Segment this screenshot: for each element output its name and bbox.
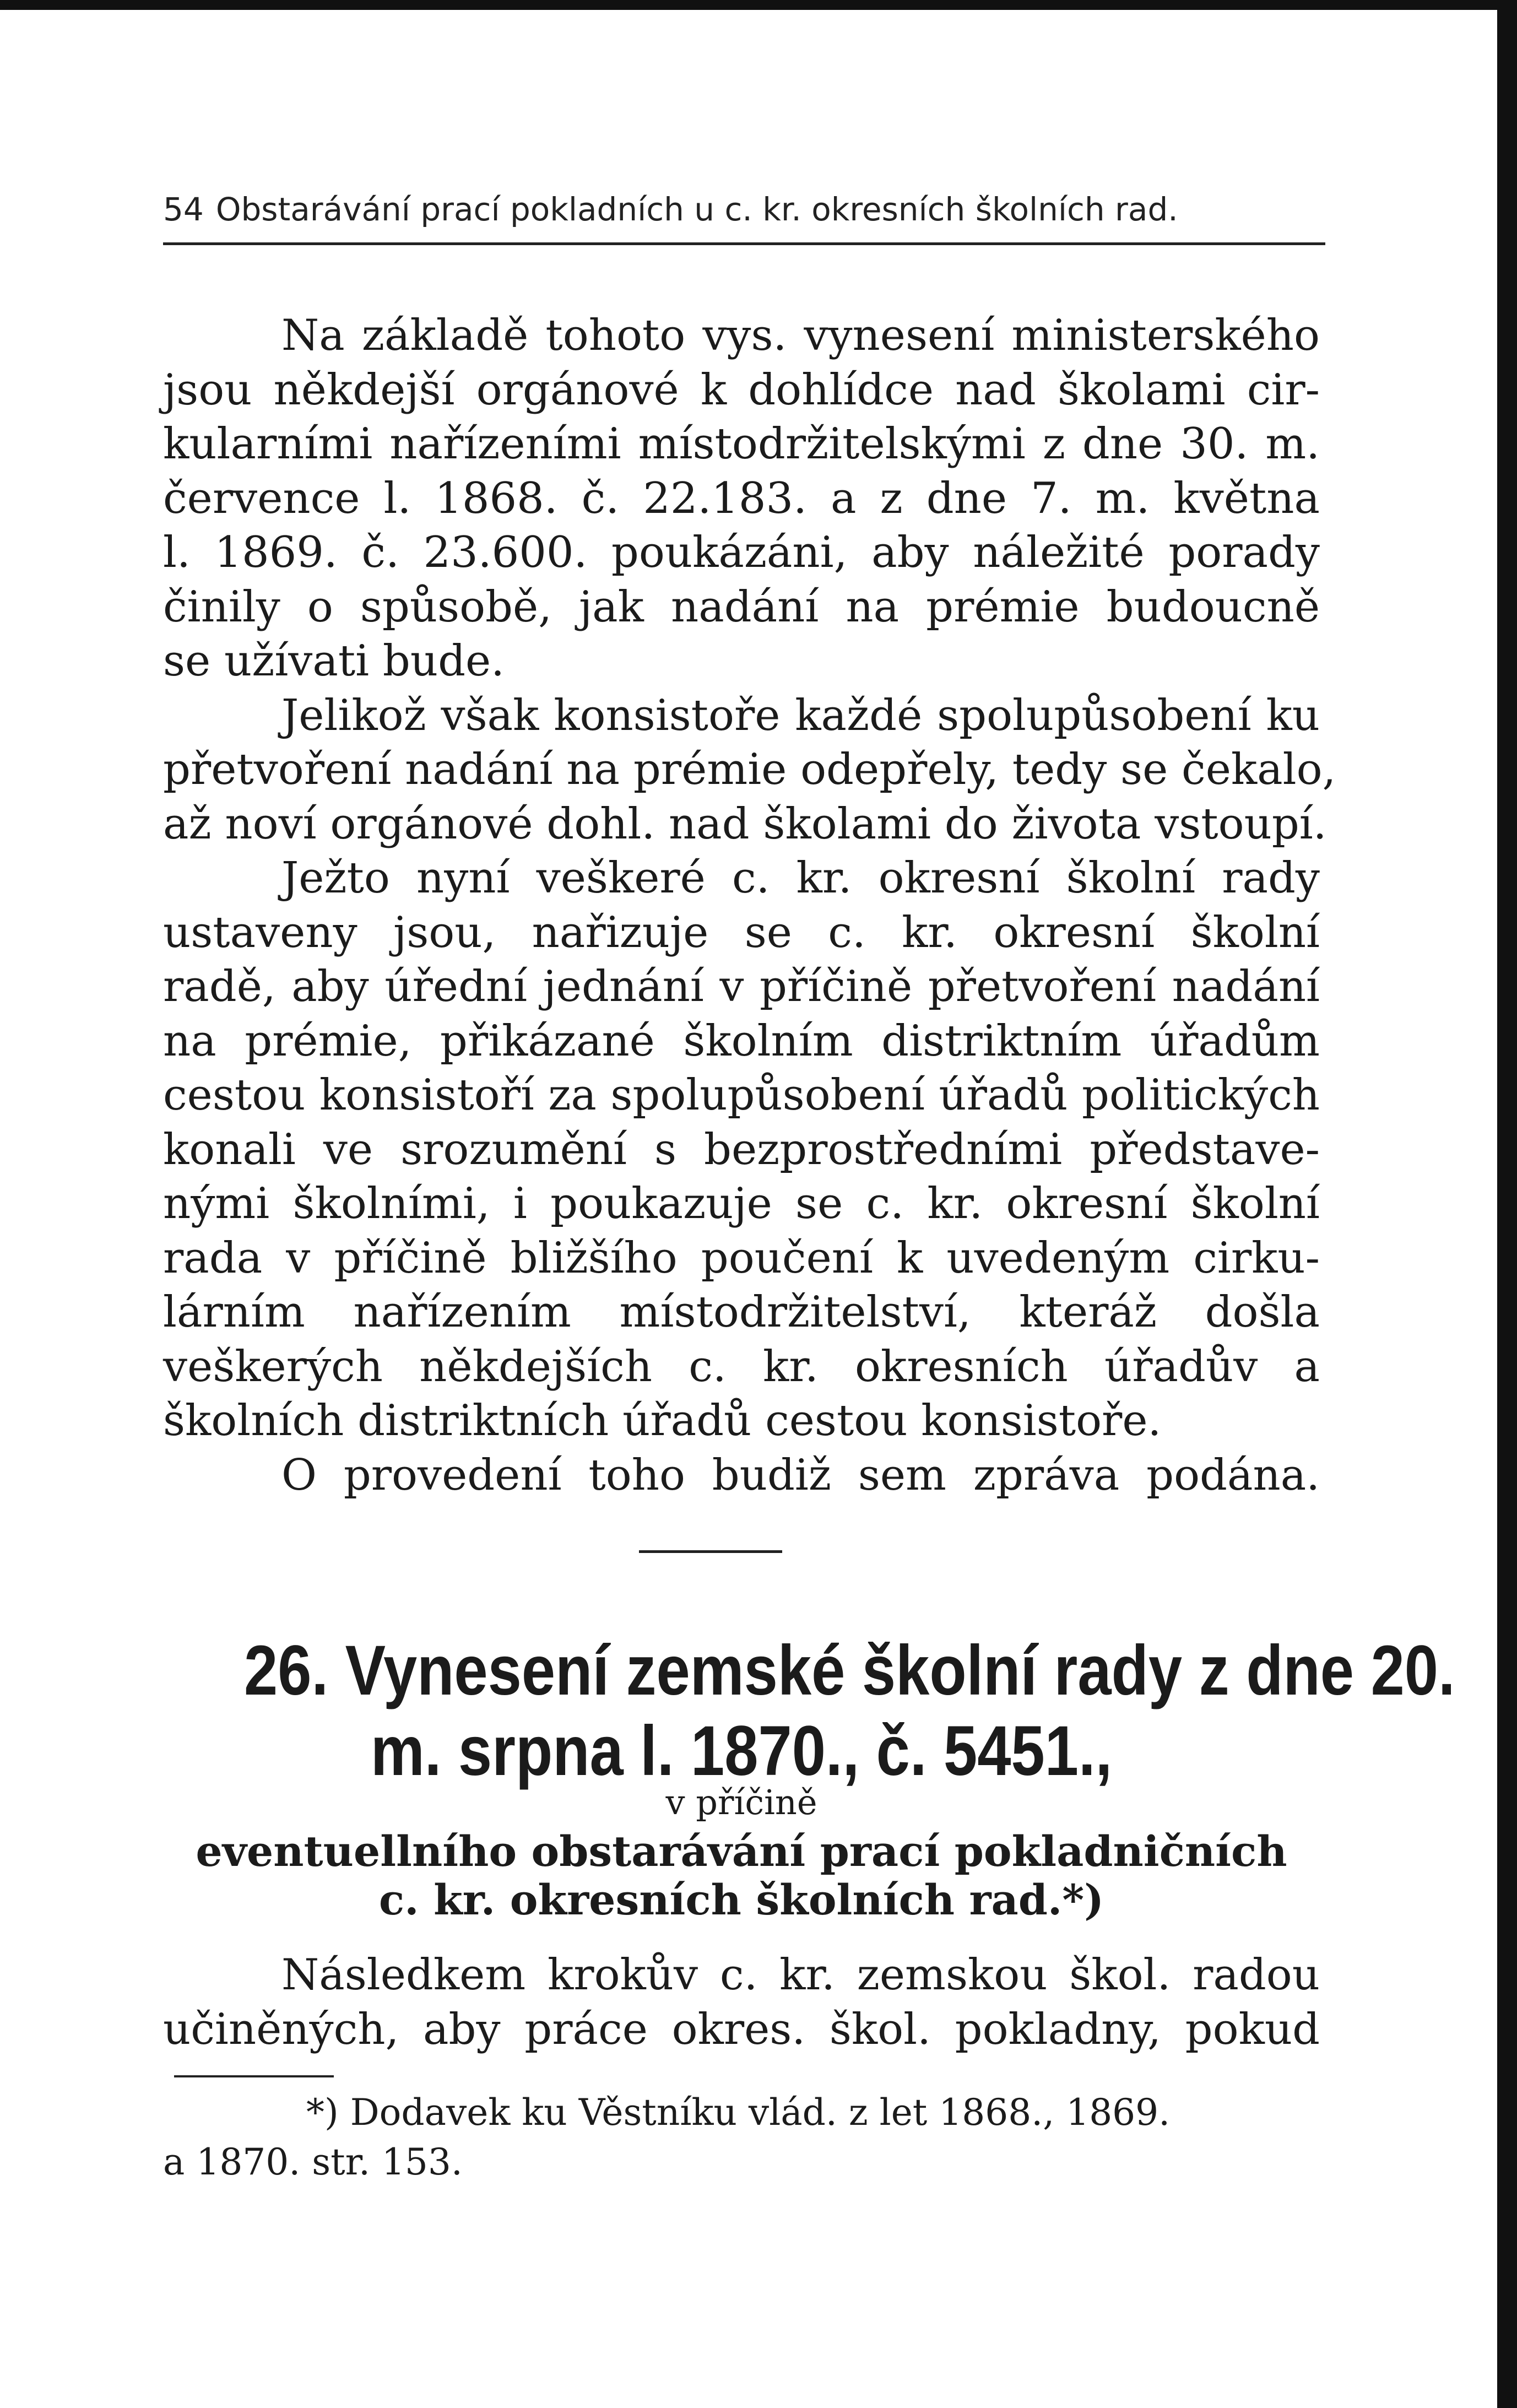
text-line: Následkem krokův c. kr. zemskou škol. radou <box>281 1950 1320 2000</box>
page-number: 54 <box>163 191 204 228</box>
text-line: cestou konsistoří za spolupůsobení úřadů politických <box>163 1070 1320 1120</box>
text-line: konali ve srozumění s bezprostředními představe- <box>163 1124 1320 1175</box>
scan-right-edge <box>1497 0 1517 2408</box>
section-subtitle-small: v příčině <box>665 1782 817 1822</box>
text-line: l. 1869. č. 23.600. poukázáni, aby náležité porady <box>163 528 1320 577</box>
text-line: jsou někdejší orgánové k dohlídce nad školami cir- <box>163 365 1320 415</box>
running-title: Obstarávání prací pokladních u c. kr. okresních školních rad. <box>215 191 1178 228</box>
text-line: na prémie, přikázané školním distriktním úřadům <box>163 1016 1320 1066</box>
text-line: veškerých někdejších c. kr. okresních úřadův a <box>163 1341 1320 1392</box>
section-title-line-2: m. srpna l. 1870., č. 5451., <box>370 1712 1113 1790</box>
section-separator <box>639 1550 782 1553</box>
text-line: činily o spůsobě, jak nadání na prémie budoucně <box>163 582 1320 632</box>
section-2-text <box>163 1948 1320 2057</box>
text-line: až noví orgánové dohl. nad školami do života vstoupí. <box>163 799 1327 849</box>
text-line: se užívati bude. <box>163 636 505 686</box>
text-line: radě, aby úřední jednání v příčině přetvoření nadání <box>163 962 1320 1011</box>
text-line: července l. 1868. č. 22.183. a z dne 7. m. května <box>163 473 1320 523</box>
text-line: školních distriktních úřadů cestou konsistoře. <box>163 1396 1162 1446</box>
text-line: kularními nařízeními místodržitelskými z dne 30. m. <box>163 419 1320 469</box>
text-line: Ježto nyní veškeré c. kr. okresní školní rady <box>281 853 1320 903</box>
text-line: O provedení toho budiž sem zpráva podána. <box>281 1450 1320 1500</box>
text-line: nými školními, i poukazuje se c. kr. okresní školní <box>163 1179 1320 1229</box>
section-subtitle-line-1: eventuellního obstarávání prací pokladničních <box>196 1827 1287 1876</box>
footnote <box>163 2088 1320 2187</box>
text-line: přetvoření nadání na prémie odepřely, tedy se čekalo, <box>163 745 1336 794</box>
text-line: učiněných, aby práce okres. škol. pokladny, pokud <box>163 2004 1320 2054</box>
section-1-text <box>163 309 1336 1502</box>
footnote-rule <box>174 2075 334 2077</box>
running-header <box>163 187 1314 231</box>
footnote-line: a 1870. str. 153. <box>163 2141 463 2183</box>
text-line: lárním nařízením místodržitelství, kteráž došla <box>163 1287 1320 1337</box>
header-rule <box>163 242 1325 245</box>
footnote-line: *) Dodavek ku Věstníku vlád. z let 1868., 1869. <box>306 2091 1171 2134</box>
section-subtitle-line-2: c. kr. okresních školních rad.*) <box>378 1875 1104 1924</box>
text-line: ustaveny jsou, nařizuje se c. kr. okresní školní <box>163 907 1320 957</box>
text-line: rada v příčině bližšího poučení k uvedeným cirku- <box>163 1233 1320 1283</box>
section-title-line-1: 26. Vynesení zemské školní rady z dne 20. <box>244 1631 1455 1710</box>
text-line: Jelikož však konsistoře každé spolupůsobení ku <box>281 690 1320 740</box>
text-line: Na základě tohoto vys. vynesení ministerského <box>281 311 1320 360</box>
